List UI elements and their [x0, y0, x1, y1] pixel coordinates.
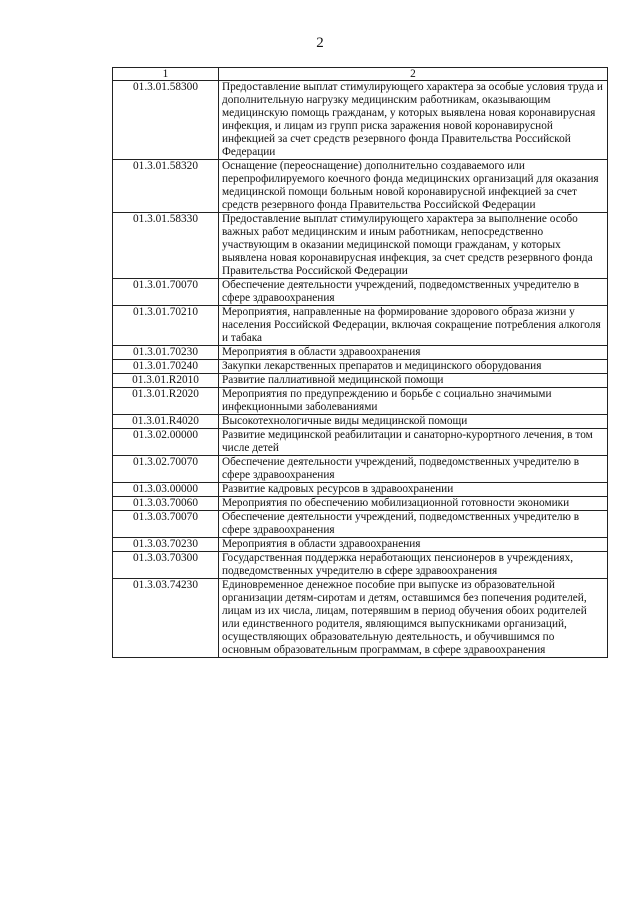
row-code: 01.3.01.58300 [113, 81, 219, 160]
table-row [113, 497, 608, 511]
table-row [113, 279, 608, 306]
row-code: 01.3.01.R2010 [113, 374, 219, 388]
table-row [113, 538, 608, 552]
table-row [113, 456, 608, 483]
row-code: 01.3.03.70300 [113, 552, 219, 579]
row-description: Мероприятия в области здравоохранения [219, 346, 608, 360]
row-description: Государственная поддержка неработающих пенсионеров в учреждениях, подведомственных учредителю в сфере здравоохранения [219, 552, 608, 579]
row-description: Обеспечение деятельности учреждений, подведомственных учредителю в сфере здравоохранения [219, 456, 608, 483]
table-row [113, 374, 608, 388]
page-number: 2 [316, 35, 324, 51]
table-row [113, 360, 608, 374]
table-row [113, 579, 608, 658]
row-code: 01.3.01.R2020 [113, 388, 219, 415]
table-row [113, 483, 608, 497]
table-row [113, 213, 608, 279]
table-row [113, 511, 608, 538]
row-description: Мероприятия по обеспечению мобилизационной готовности экономики [219, 497, 608, 511]
row-code: 01.3.03.70060 [113, 497, 219, 511]
row-description: Мероприятия, направленные на формирование здорового образа жизни у населения Российской Федерации, включая сокращение потребления алкоголя и табака [219, 306, 608, 346]
row-code: 01.3.03.00000 [113, 483, 219, 497]
table-row [113, 160, 608, 213]
row-description: Мероприятия по предупреждению и борьбе с социально значимыми инфекционными заболеваниями [219, 388, 608, 415]
table-row [113, 346, 608, 360]
row-code: 01.3.03.70230 [113, 538, 219, 552]
row-code: 01.3.01.70240 [113, 360, 219, 374]
column-header-code: 1 [113, 68, 219, 81]
row-description: Единовременное денежное пособие при выпуске из образовательной организации детям-сиротам и детям, оставшимся без попечения родителей, лицам из их числа, лицам, потерявшим в период обучения обоих родителей или единственного родителя, являющимся выпускниками организаций, осуществляющих образовательную деятельность, и обучившимся по основным образовательным программам, в сфере здравоохранения [219, 579, 608, 658]
row-description: Развитие кадровых ресурсов в здравоохранении [219, 483, 608, 497]
row-description: Предоставление выплат стимулирующего характера за выполнение особо важных работ медицинским и иным работникам, непосредственно участвующим в оказании медицинской помощи гражданам, у которых выявлена новая коронавирусная инфекция, за счет средств резервного фонда Правительства Российской Федерации [219, 213, 608, 279]
row-description: Мероприятия в области здравоохранения [219, 538, 608, 552]
table-row [113, 388, 608, 415]
row-code: 01.3.02.70070 [113, 456, 219, 483]
row-description: Предоставление выплат стимулирующего характера за особые условия труда и дополнительную нагрузку медицинским работникам, оказывающим медицинскую помощь гражданам, у которых выявлена новая коронавирусная инфекция, и лицам из групп риска заражения новой коронавирусной инфекцией за счет средств резервного фонда Правительства Российской Федерации [219, 81, 608, 160]
row-description: Высокотехнологичные виды медицинской помощи [219, 415, 608, 429]
row-description: Обеспечение деятельности учреждений, подведомственных учредителю в сфере здравоохранения [219, 279, 608, 306]
row-code: 01.3.01.R4020 [113, 415, 219, 429]
table-row [113, 306, 608, 346]
row-code: 01.3.01.58320 [113, 160, 219, 213]
row-code: 01.3.01.70210 [113, 306, 219, 346]
table-row [113, 81, 608, 160]
table-header-row [113, 68, 608, 81]
row-code: 01.3.01.58330 [113, 213, 219, 279]
row-description: Развитие паллиативной медицинской помощи [219, 374, 608, 388]
row-code: 01.3.03.70070 [113, 511, 219, 538]
table-row [113, 415, 608, 429]
table-row [113, 552, 608, 579]
row-description: Развитие медицинской реабилитации и санаторно-курортного лечения, в том числе детей [219, 429, 608, 456]
budget-codes-table [112, 67, 608, 658]
column-header-description: 2 [219, 68, 608, 81]
row-code: 01.3.01.70070 [113, 279, 219, 306]
row-code: 01.3.01.70230 [113, 346, 219, 360]
table-row [113, 429, 608, 456]
row-description: Оснащение (переоснащение) дополнительно создаваемого или перепрофилируемого коечного фонда медицинских организаций для оказания медицинской помощи больным новой коронавирусной инфекцией за счет средств резервного фонда Правительства Российской Федерации [219, 160, 608, 213]
row-code: 01.3.02.00000 [113, 429, 219, 456]
row-description: Обеспечение деятельности учреждений, подведомственных учредителю в сфере здравоохранения [219, 511, 608, 538]
row-description: Закупки лекарственных препаратов и медицинского оборудования [219, 360, 608, 374]
row-code: 01.3.03.74230 [113, 579, 219, 658]
